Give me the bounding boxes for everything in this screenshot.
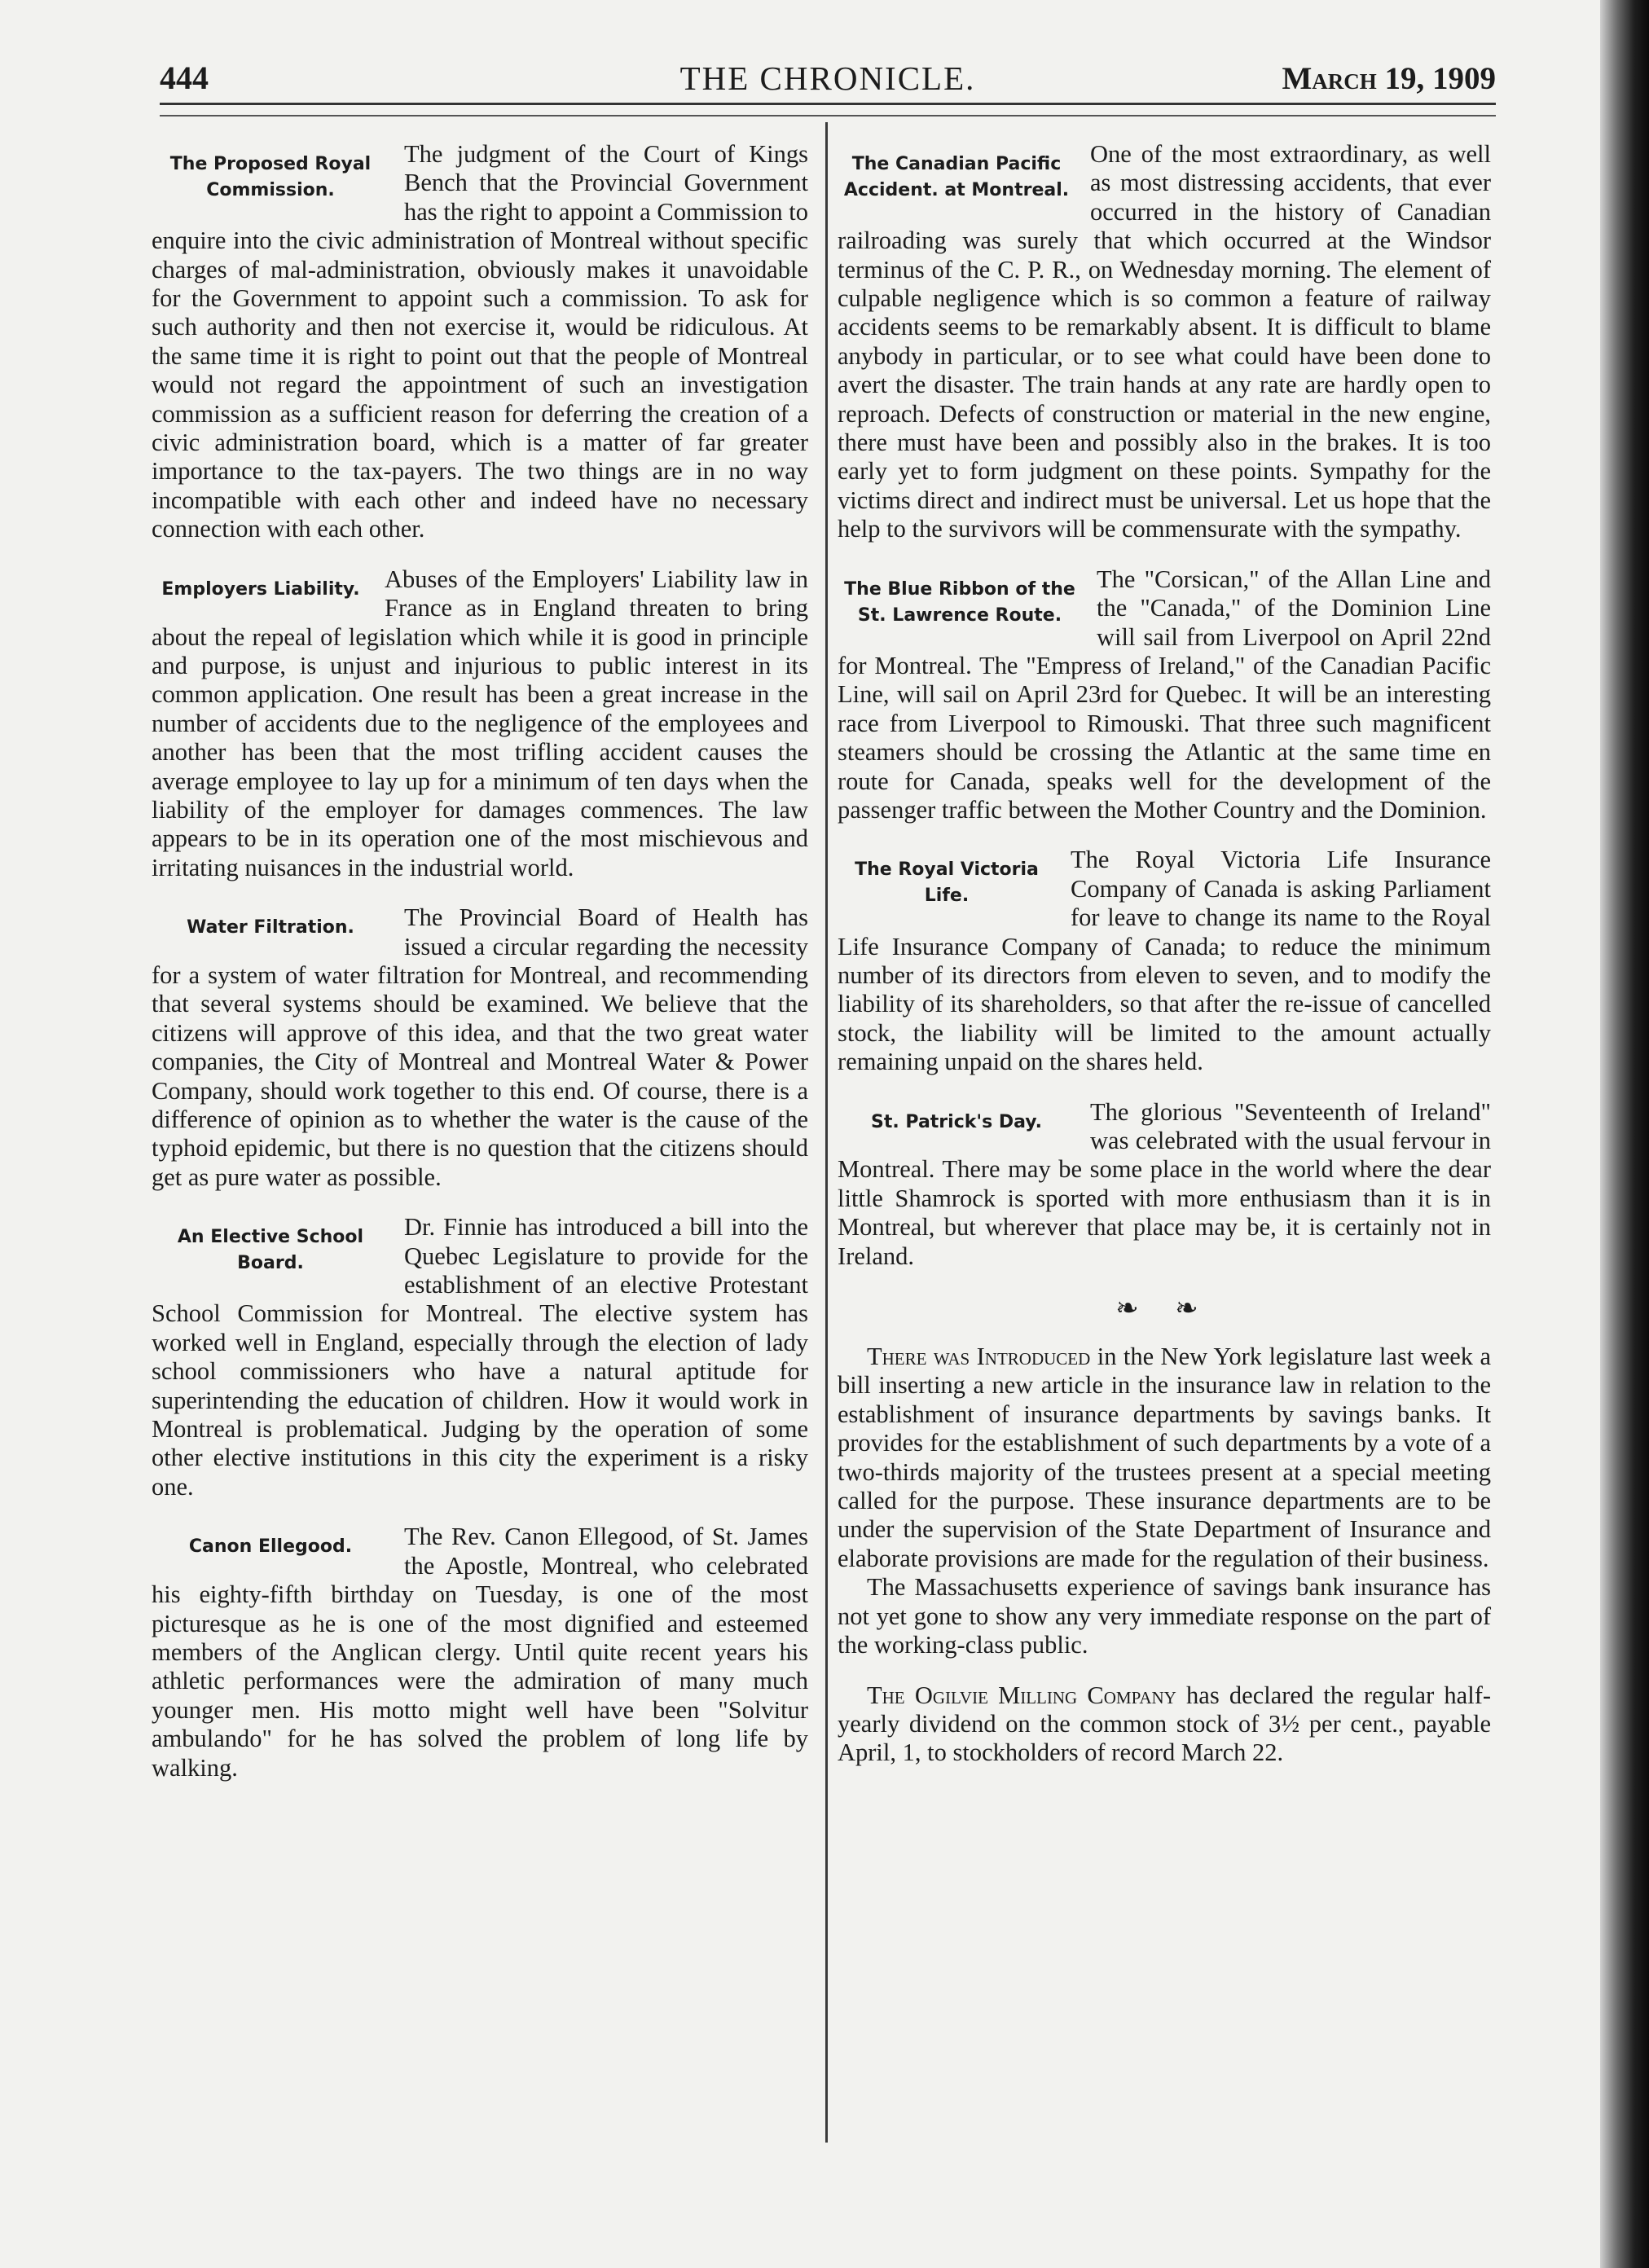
page-header <box>160 59 1496 104</box>
note-ogilvie-dividend <box>838 1681 1491 1768</box>
article-heading: The Proposed Royal Commission. <box>169 154 372 200</box>
right-column <box>838 140 1491 1789</box>
article-heading: Employers Liability. <box>161 578 360 600</box>
article-heading: St. Patrick's Day. <box>871 1111 1042 1132</box>
note-text: has declared the regular half-yearly dividend on the common stock of 3½ per cent., payable April, 1, to stockholders of record March 22. <box>838 1681 1492 1767</box>
article-royal-victoria-life <box>838 846 1491 1076</box>
journal-title: THE CHRONICLE. <box>679 59 976 97</box>
article-st-patricks-day <box>838 1098 1491 1271</box>
article-canon-ellegood <box>152 1523 808 1782</box>
note-lead: The Ogilvie Milling Company <box>867 1681 1176 1709</box>
note-body <box>838 1343 1491 1573</box>
article-heading: Water Filtration. <box>187 917 354 938</box>
page-number: 444 <box>160 59 209 96</box>
note-lead: There was Introduced <box>867 1343 1091 1371</box>
article-body: The judgment of the Court of Kings Bench that the Provincial Government has the right to appoint a Commission to enquire into the civic administration of Montreal without specific charges of mal-administration, obviously makes it unavoidable for the Government to appoint such a commission. To ask for such authority and then not exercise it, would be ridiculous. At the same time it is right to point out that the people of Montreal would not regard the appointment of such an investigation commission as a sufficient reason for deferring the creation of a civic administration board, which is a matter of far greater importance to the tax-payers. The two things are in no way incompatible with each other and indeed have no necessary connection with each other. <box>152 140 808 543</box>
article-body: One of the most extraordinary, as well as most distressing accidents, that ever occurred in the history of Canadian railroading was surely that which occurred at the Windsor terminus of the C. P. R., on Wednesday morning. The element of culpable negligence which is so common a feature of railway accidents seems to be remarkably absent. It is difficult to blame anybody in particular, or to see what could have been done to avert the disaster. The train hands at any rate are hardly open to reproach. Defects of construction or material in the new engine, there must have been and possibly also in the brakes. It is too early yet to form judgment on these points. Sympathy for the victims direct and indirect must be universal. Let us hope that the help to the survivors will be commensurate with the sympathy. <box>838 140 1491 543</box>
article-blue-ribbon <box>838 565 1491 825</box>
article-body: The Provincial Board of Health has issued a circular regarding the necessity for a system of water filtration for Montreal, and recommending that several systems should be examined. We believe that the citizens will approve of this idea, and that the two great water companies, the City of Montreal and Montreal Water & Power Company, should work together to this end. Of course, there is a difference of opinion as to whether the water is the cause of the typhoid epidemic, but there is no question that the citizens should get as pure water as possible. <box>152 903 808 1191</box>
article-body: The Royal Victoria Life Insurance Company of Canada is asking Parliament for leave to change its name to the Royal Life Insurance Company of Canada; to reduce the minimum number of its directors from eleven to seven, and to modify the liability of its shareholders, so that after the re-issue of cancelled stock, the liability will be limited to the amount actually remaining unpaid on the shares held. <box>838 846 1491 1076</box>
article-heading: The Canadian Pacific Accident. at Montreal. <box>843 154 1070 200</box>
note-text: in the New York legislature last week a bill inserting a new article in the insurance law in relation to the establishment of insurance departments by savings banks. It provides for the establishment of such departments by a vote of a two-thirds majority of the trustees present at a special meeting called for the purpose. These insurance departments are to be under the supervision of the State Department of Insurance and elaborate provisions are made for the regulation of their business. <box>838 1343 1491 1572</box>
section-ornament: ❧ ❧ <box>1115 1294 1213 1325</box>
article-heading: The Royal Victoria Life. <box>855 859 1039 907</box>
note-body <box>838 1681 1491 1768</box>
article-body: The glorious "Seventeenth of Ireland" was celebrated with the usual fervour in Montreal. There may be some place in the world where the dear little Shamrock is sported with more enthusiasm than it is in Montreal, but wherever that place may be, it is certainly not in Ireland. <box>838 1097 1491 1270</box>
article-employers-liability <box>152 565 808 882</box>
article-royal-commission <box>152 140 808 544</box>
article-heading: Canon Ellegood. <box>188 1536 353 1558</box>
issue-date: March 19, 1909 <box>1282 61 1496 96</box>
article-elective-school-board <box>152 1213 808 1501</box>
header-rule <box>160 103 1496 116</box>
left-column <box>152 140 808 1804</box>
column-divider <box>825 122 828 2143</box>
article-heading: An Elective School Board. <box>177 1227 364 1274</box>
article-heading: The Blue Ribbon of the St. Lawrence Route. <box>844 578 1075 626</box>
note-body <box>838 1573 1491 1659</box>
article-body: The "Corsican," of the Allan Line and the "Canada," of the Dominion Line will sail from Liverpool on April 22nd for Montreal. The "Empress of Ireland," of the Canadian Pacific Line, will sail on April 23rd for Quebec. It will be an interesting race from Liverpool to Rimouski. That three such magnificent steamers should be crossing the Atlantic at the same time en route for Canada, speaks well for the development of the passenger traffic between the Mother Country and the Dominion. <box>838 565 1491 824</box>
article-body: Abuses of the Employers' Liability law in France as in England threaten to bring about the repeal of legislation which while it is good in principle and purpose, is unjust and injurious to public interest in its common application. One result has been a great increase in the number of accidents due to the negligence of the employees and another has been that the most trifling accident causes the average employee to lay up for a minimum of ten days when the liability of the employer for damages commences. The law appears to be in its operation one of the most mischievous and irritating nuisances in the industrial world. <box>152 565 808 881</box>
note-text: The Massachusetts experience of savings bank insurance has not yet gone to show any very immediate response on the part of the working-class public. <box>838 1573 1491 1659</box>
note-ny-savings-bank-insurance <box>838 1343 1491 1659</box>
article-cpr-accident <box>838 140 1491 544</box>
article-water-filtration <box>152 903 808 1192</box>
article-body: Dr. Finnie has introduced a bill into the Quebec Legislature to provide for the establishment of an elective Protestant School Commission for Montreal. The elective system has worked well in England, especially through the election of lady school commissioners who have a natural aptitude for superintending the education of children. How it would work in Montreal is problematical. Judging by the operation of some other elective institutions in this city the experiment is a risky one. <box>152 1213 808 1501</box>
book-binding-edge <box>1600 0 1649 2268</box>
article-body: The Rev. Canon Ellegood, of St. James the Apostle, Montreal, who celebrated his eighty-fifth birthday on Tuesday, is one of the most picturesque as he is one of the most dignified and esteemed members of the Anglican clergy. Until quite recent years his athletic performances were the admiration of many much younger men. His motto might well have been "Solvitur ambulando" for he has solved the problem of long life by walking. <box>152 1523 808 1782</box>
